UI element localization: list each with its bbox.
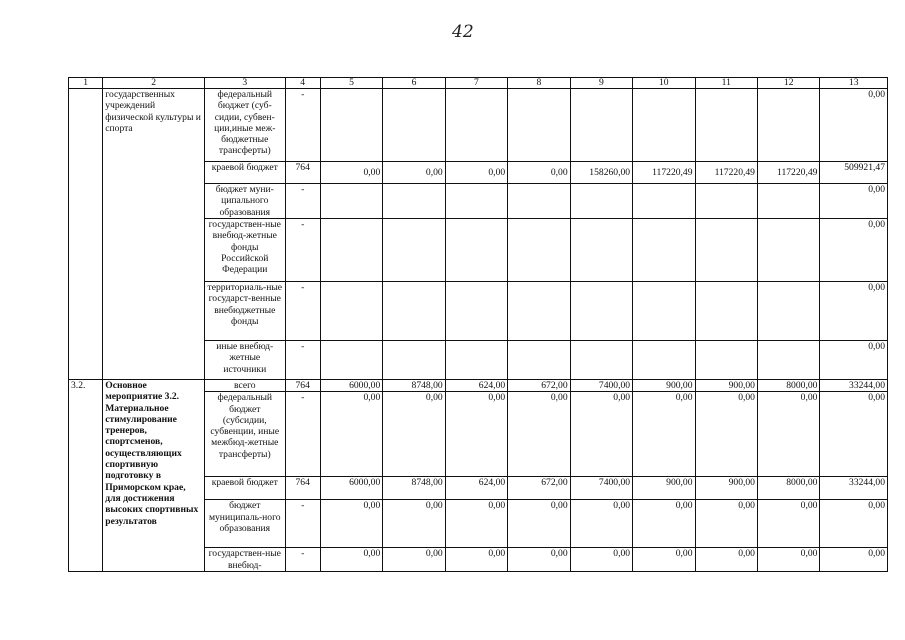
value-v11: 0,00 [695, 548, 757, 572]
value-v5: 0,00 [320, 500, 382, 548]
value-v8: 0,00 [508, 162, 570, 184]
funding-source: бюджет муниципаль-ного образования [204, 500, 285, 548]
column-number-5: 5 [320, 78, 382, 89]
value-v5 [320, 341, 382, 380]
value-v7 [445, 184, 507, 219]
column-number-7: 7 [445, 78, 507, 89]
value-v9 [570, 89, 632, 162]
value-v7: 0,00 [445, 392, 507, 477]
value-v6 [383, 89, 445, 162]
budget-code: - [285, 89, 320, 162]
budget-code: 764 [285, 477, 320, 500]
value-v9: 158260,00 [570, 162, 632, 184]
value-v10 [633, 184, 695, 219]
value-v8 [508, 219, 570, 282]
value-v10 [633, 89, 695, 162]
value-v10 [633, 341, 695, 380]
column-number-3: 3 [204, 78, 285, 89]
value-v6 [383, 341, 445, 380]
value-v9: 0,00 [570, 392, 632, 477]
value-v11: 900,00 [695, 477, 757, 500]
column-number-row [69, 78, 888, 89]
value-v11: 0,00 [695, 500, 757, 548]
value-v5: 6000,00 [320, 477, 382, 500]
funding-source: территориаль-ные государст-венные внебюджетные фонды [204, 282, 285, 341]
value-v7 [445, 219, 507, 282]
total-value: 0,00 [820, 341, 888, 380]
value-v7: 624,00 [445, 380, 507, 392]
value-v9 [570, 219, 632, 282]
table-row [69, 89, 888, 162]
value-v8 [508, 89, 570, 162]
funding-source: всего [204, 380, 285, 392]
value-v11: 900,00 [695, 380, 757, 392]
budget-code: 764 [285, 380, 320, 392]
total-value: 0,00 [820, 548, 888, 572]
table-row [69, 380, 888, 392]
budget-code: - [285, 392, 320, 477]
value-v11: 0,00 [695, 392, 757, 477]
value-v7: 0,00 [445, 548, 507, 572]
value-v11: 117220,49 [695, 162, 757, 184]
value-v5 [320, 219, 382, 282]
value-v5 [320, 282, 382, 341]
value-v9 [570, 282, 632, 341]
value-v8: 672,00 [508, 477, 570, 500]
value-v10: 900,00 [633, 380, 695, 392]
value-v8: 672,00 [508, 380, 570, 392]
value-v8 [508, 282, 570, 341]
value-v5 [320, 184, 382, 219]
value-v6: 0,00 [383, 548, 445, 572]
value-v9 [570, 184, 632, 219]
value-v6: 0,00 [383, 500, 445, 548]
column-number-4: 4 [285, 78, 320, 89]
value-v10 [633, 282, 695, 341]
budget-table [68, 77, 888, 572]
column-number-8: 8 [508, 78, 570, 89]
value-v7 [445, 341, 507, 380]
total-value: 33244,00 [820, 380, 888, 392]
value-v9: 0,00 [570, 500, 632, 548]
budget-code: - [285, 184, 320, 219]
value-v12 [757, 219, 819, 282]
row-number [69, 89, 103, 380]
value-v6 [383, 184, 445, 219]
value-v10: 117220,49 [633, 162, 695, 184]
value-v9 [570, 341, 632, 380]
value-v8: 0,00 [508, 548, 570, 572]
value-v11 [695, 282, 757, 341]
budget-code: - [285, 548, 320, 572]
total-value: 0,00 [820, 392, 888, 477]
total-value: 33244,00 [820, 477, 888, 500]
value-v10: 0,00 [633, 500, 695, 548]
value-v8 [508, 184, 570, 219]
page-number: 42 [452, 22, 474, 42]
value-v12: 0,00 [757, 500, 819, 548]
activity-name: государственных учреждений физической культуры и спорта [103, 89, 205, 380]
budget-code: - [285, 282, 320, 341]
funding-source: иные внебюд-жетные источники [204, 341, 285, 380]
value-v10 [633, 219, 695, 282]
budget-code: - [285, 500, 320, 548]
value-v10: 900,00 [633, 477, 695, 500]
total-value: 0,00 [820, 89, 888, 162]
value-v11 [695, 184, 757, 219]
value-v7: 624,00 [445, 477, 507, 500]
total-value: 0,00 [820, 219, 888, 282]
value-v6: 8748,00 [383, 380, 445, 392]
value-v5 [320, 89, 382, 162]
value-v7: 0,00 [445, 162, 507, 184]
value-v11 [695, 341, 757, 380]
value-v12 [757, 89, 819, 162]
funding-source: государствен-ные внебюд-жетные фонды Российской Федерации [204, 219, 285, 282]
budget-code: - [285, 341, 320, 380]
value-v6: 8748,00 [383, 477, 445, 500]
value-v5: 6000,00 [320, 380, 382, 392]
funding-source: государствен-ные внебюд- [204, 548, 285, 572]
value-v6: 0,00 [383, 392, 445, 477]
value-v12: 8000,00 [757, 477, 819, 500]
funding-source: краевой бюджет [204, 162, 285, 184]
value-v5: 0,00 [320, 548, 382, 572]
value-v7 [445, 282, 507, 341]
column-number-6: 6 [383, 78, 445, 89]
value-v10: 0,00 [633, 548, 695, 572]
value-v9: 7400,00 [570, 477, 632, 500]
total-value: 0,00 [820, 500, 888, 548]
value-v5: 0,00 [320, 392, 382, 477]
value-v5: 0,00 [320, 162, 382, 184]
value-v12: 8000,00 [757, 380, 819, 392]
total-value: 509921,47 [820, 162, 888, 184]
funding-source: краевой бюджет [204, 477, 285, 500]
column-number-13: 13 [820, 78, 888, 89]
value-v8: 0,00 [508, 500, 570, 548]
column-number-9: 9 [570, 78, 632, 89]
value-v8 [508, 341, 570, 380]
value-v9: 0,00 [570, 548, 632, 572]
funding-source: федеральный бюджет (суб-сидии, субвен-ции,иные меж-бюджетные трансферты) [204, 89, 285, 162]
value-v11 [695, 89, 757, 162]
value-v12: 0,00 [757, 548, 819, 572]
value-v11 [695, 219, 757, 282]
value-v9: 7400,00 [570, 380, 632, 392]
value-v6: 0,00 [383, 162, 445, 184]
value-v6 [383, 282, 445, 341]
funding-source: федеральный бюджет (субсидии, субвенции, иные межбюд-жетные трансферты) [204, 392, 285, 477]
column-number-12: 12 [757, 78, 819, 89]
total-value: 0,00 [820, 282, 888, 341]
value-v8: 0,00 [508, 392, 570, 477]
column-number-1: 1 [69, 78, 103, 89]
value-v12 [757, 184, 819, 219]
budget-code: - [285, 219, 320, 282]
value-v10: 0,00 [633, 392, 695, 477]
value-v12: 0,00 [757, 392, 819, 477]
value-v7: 0,00 [445, 500, 507, 548]
column-number-11: 11 [695, 78, 757, 89]
value-v12: 117220,49 [757, 162, 819, 184]
row-number: 3.2. [69, 380, 103, 572]
value-v12 [757, 341, 819, 380]
value-v7 [445, 89, 507, 162]
value-v12 [757, 282, 819, 341]
activity-name: Основное мероприятие 3.2. Материальное стимулирование тренеров, спортсменов, осуществляющих спортивную подготовку в Приморском крае, для достижения высоких спортивных результатов [103, 380, 205, 572]
budget-code: 764 [285, 162, 320, 184]
value-v6 [383, 219, 445, 282]
funding-source: бюджет муни-ципального образования [204, 184, 285, 219]
total-value: 0,00 [820, 184, 888, 219]
column-number-10: 10 [633, 78, 695, 89]
column-number-2: 2 [103, 78, 205, 89]
